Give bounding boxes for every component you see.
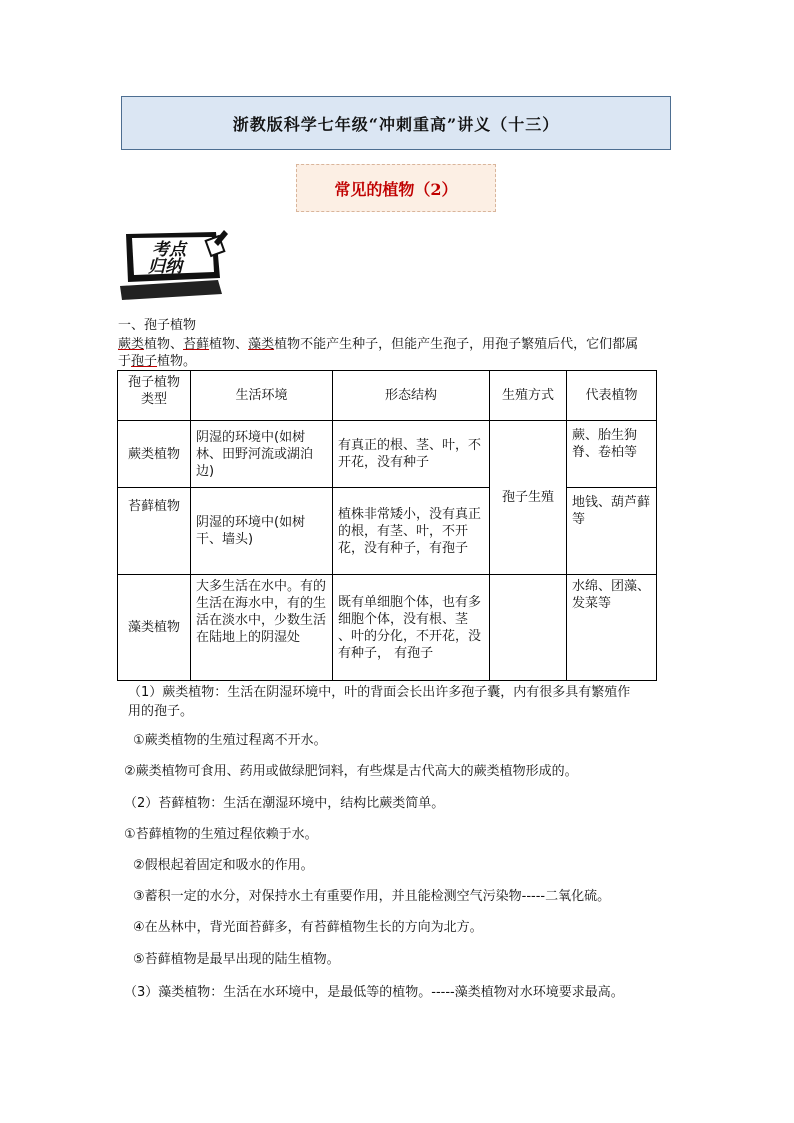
row-env: 阴湿的环境中(如树林、田野河流或湖泊边) xyxy=(191,421,333,488)
fern-note-line2: 用的孢子。 xyxy=(128,704,194,719)
row-reproduction-empty xyxy=(490,575,567,681)
intro-text-4: 于 xyxy=(118,354,132,369)
logo-text-2: 归纳 xyxy=(148,257,182,277)
moss-point-1: ①苔藓植物的生殖过程依赖于水。 xyxy=(124,827,318,842)
row-env: 大多生活在水中。有的生活在海水中，有的生活在淡水中，少数生活在陆地上的阴湿处 xyxy=(191,575,333,681)
table-row xyxy=(118,488,657,575)
header-type: 孢子植物类型 xyxy=(118,371,191,421)
moss-point-2: ②假根起着固定和吸水的作用。 xyxy=(133,858,314,873)
table-row xyxy=(118,575,657,681)
key-points-logo xyxy=(118,228,230,304)
algae-title: （3）藻类植物：生活在水环境中，是最低等的植物。-----藻类植物对水环境要求最高。 xyxy=(124,985,624,1000)
header-structure: 形态结构 xyxy=(333,371,490,421)
intro-text-1: 植物、 xyxy=(144,337,184,352)
row-structure: 既有单细胞个体，也有多细胞个体，没有根、茎 、叶的分化，不开花，没有种子， 有孢子 xyxy=(333,575,490,681)
header-example: 代表植物 xyxy=(567,371,657,421)
header-reproduction: 生殖方式 xyxy=(490,371,567,421)
page-title: 浙教版科学七年级“冲刺重高”讲义（十三） xyxy=(232,114,560,134)
term-moss: 苔藓 xyxy=(183,337,210,352)
term-fern: 蕨类 xyxy=(118,337,145,352)
title-banner xyxy=(121,96,671,150)
moss-point-5: ⑤苔藓植物是最早出现的陆生植物。 xyxy=(133,952,340,967)
row-type: 蕨类植物 xyxy=(118,421,191,488)
reproduction-cell: 孢子生殖 xyxy=(490,421,567,575)
logo-text-1: 考点 xyxy=(152,240,186,260)
row-structure: 植株非常矮小，没有真正的根，有茎、叶，不开花，没有种子，有孢子 xyxy=(333,488,490,575)
row-structure: 有真正的根、茎、叶，不开花，没有种子 xyxy=(333,421,490,488)
row-env: 阴湿的环境中(如树干、墙头) xyxy=(191,488,333,575)
fern-point-2: ②蕨类植物可食用、药用或做绿肥饲料，有些煤是古代高大的蕨类植物形成的。 xyxy=(124,764,578,779)
intro-text-5: 植物。 xyxy=(157,354,197,369)
term-algae: 藻类 xyxy=(248,337,275,352)
fern-point-1: ①蕨类植物的生殖过程离不开水。 xyxy=(133,733,327,748)
intro-text-3: 植物不能产生种子，但能产生孢子，用孢子繁殖后代，它们都属 xyxy=(274,337,639,352)
section-heading: 一、孢子植物 xyxy=(118,318,197,333)
row-type: 苔藓植物 xyxy=(118,488,191,575)
row-example: 水绵、团藻、发菜等 xyxy=(567,575,657,681)
row-type: 藻类植物 xyxy=(118,575,191,681)
table-row xyxy=(118,421,657,488)
table-header-row xyxy=(118,371,657,421)
row-example: 地钱、葫芦藓等 xyxy=(567,488,657,575)
header-env: 生活环境 xyxy=(191,371,333,421)
moss-point-3: ③蓄积一定的水分，对保持水土有重要作用，并且能检测空气污染物-----二氧化硫。 xyxy=(133,889,611,904)
intro-line-2 xyxy=(118,353,196,371)
intro-line-1 xyxy=(118,336,678,354)
row-example: 蕨、胎生狗脊、卷柏等 xyxy=(567,421,657,488)
intro-text-2: 植物、 xyxy=(209,337,249,352)
spore-plants-table xyxy=(117,370,657,681)
moss-title: （2）苔藓植物：生活在潮湿环境中，结构比蕨类简单。 xyxy=(124,796,445,811)
moss-point-4: ④在丛林中，背光面苔藓多，有苔藓植物生长的方向为北方。 xyxy=(133,920,483,935)
page-subtitle: 常见的植物（2） xyxy=(334,179,458,199)
subtitle-banner xyxy=(296,164,496,212)
term-spore: 孢子 xyxy=(131,354,158,369)
fern-note-line1: （1）蕨类植物：生活在阴湿环境中，叶的背面会长出许多孢子囊，内有很多具有繁殖作 xyxy=(128,685,631,700)
